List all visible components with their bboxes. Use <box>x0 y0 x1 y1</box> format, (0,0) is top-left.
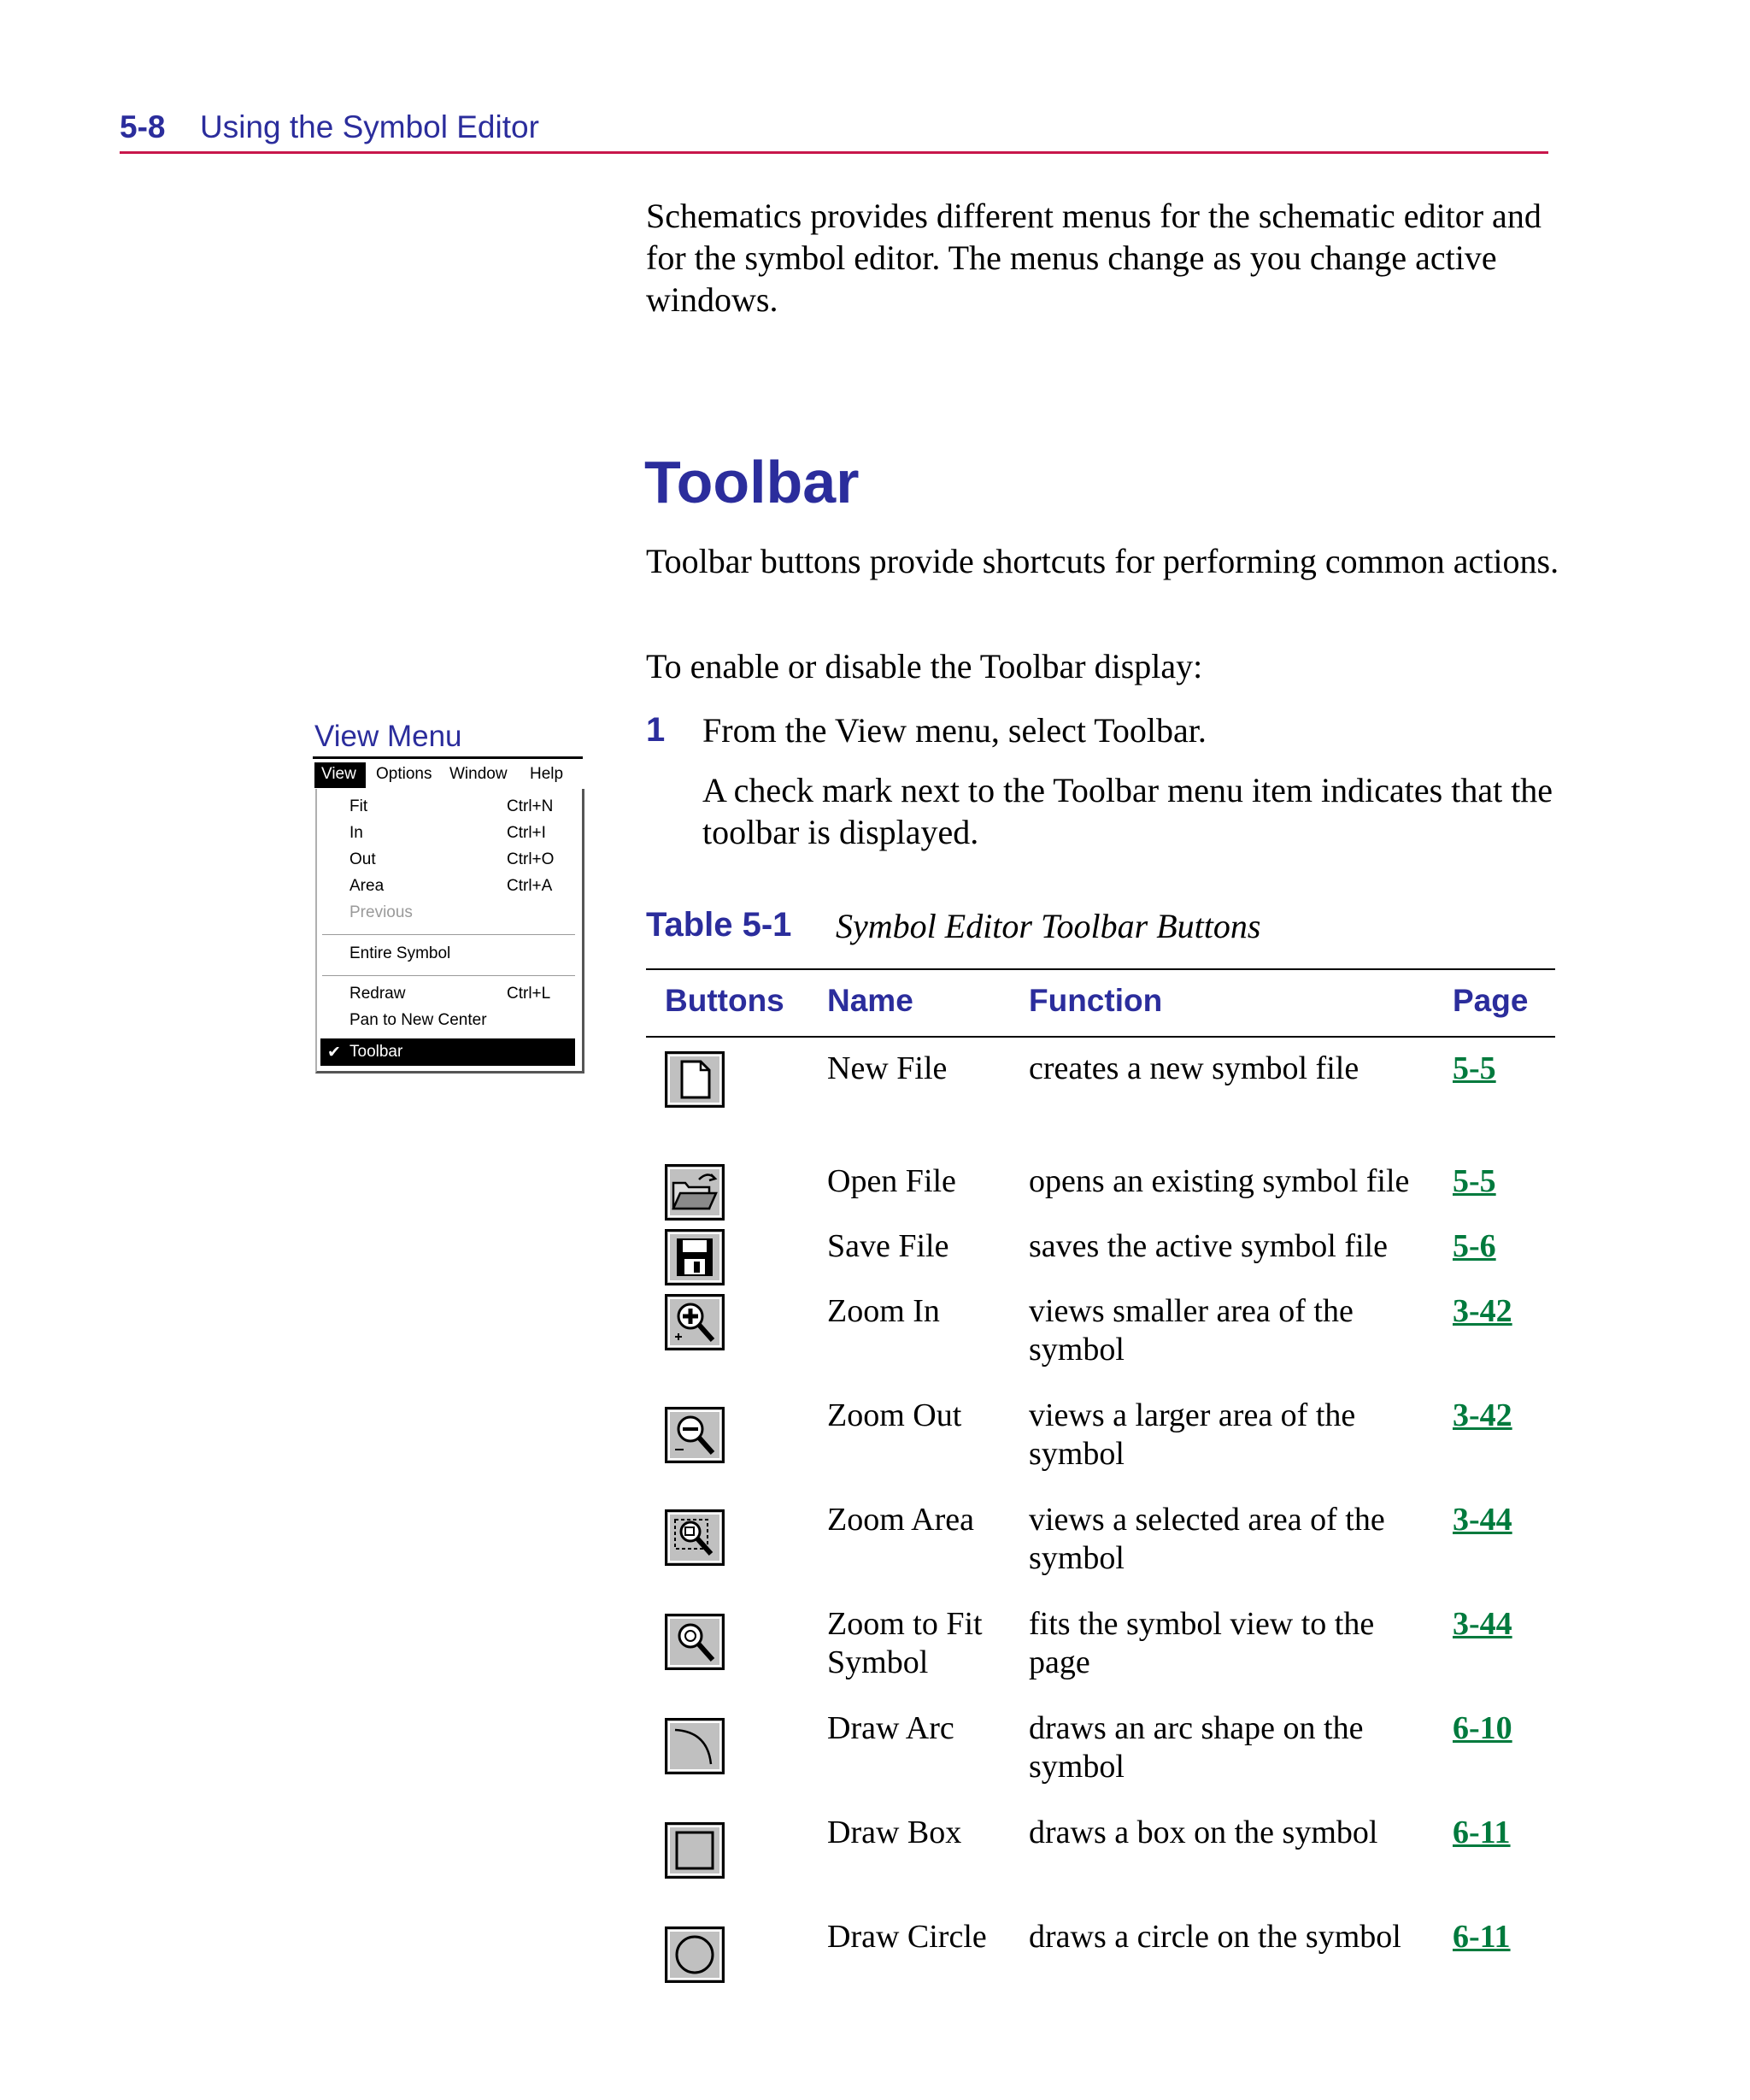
intro-paragraph: Schematics provides different menus for the schematic editor and for the symbol editor. The menus change as you change active windows. <box>646 197 1542 319</box>
menu-top-border <box>313 756 583 759</box>
menu-item-in[interactable]: In <box>349 824 363 842</box>
row-function: views smaller area of the symbol <box>1029 1293 1354 1368</box>
menu-item-toolbar-label: Toolbar <box>349 1043 403 1061</box>
page-number: 5-8 <box>120 109 166 144</box>
zoom-area-icon <box>665 1509 725 1564</box>
header-function: Function <box>1029 983 1163 1018</box>
menu-item-entire-symbol[interactable]: Entire Symbol <box>349 944 451 962</box>
page-link[interactable]: 3-42 <box>1453 1293 1512 1329</box>
menubar-window[interactable]: Window <box>449 765 508 783</box>
menubar-help[interactable]: Help <box>530 765 564 783</box>
shortcut-fit: Ctrl+N <box>507 797 554 815</box>
page-link[interactable]: 6-11 <box>1453 1815 1511 1850</box>
page-link[interactable]: 5-5 <box>1453 1163 1496 1199</box>
header-buttons: Buttons <box>665 983 784 1018</box>
row-name: Draw Box <box>827 1815 962 1850</box>
shortcut-in: Ctrl+I <box>507 824 546 842</box>
table-top-rule <box>646 968 1555 970</box>
page-link[interactable]: 3-44 <box>1453 1606 1512 1642</box>
page-header <box>120 106 1548 156</box>
header-page: Page <box>1453 983 1529 1018</box>
shortcut-out: Ctrl+O <box>507 850 555 868</box>
row-name: Open File <box>827 1163 956 1199</box>
menu-item-fit[interactable]: Fit <box>349 797 368 815</box>
row-function: views a selected area of the symbol <box>1029 1502 1385 1576</box>
header-rule <box>120 151 1548 154</box>
menubar-options[interactable]: Options <box>376 765 432 783</box>
page-link[interactable]: 6-10 <box>1453 1710 1512 1746</box>
save-file-icon <box>665 1229 725 1284</box>
table-label: Table 5-1 <box>646 906 792 944</box>
menu-item-toolbar[interactable] <box>320 1038 575 1066</box>
menu-bar <box>313 760 583 789</box>
table-header-rule <box>646 1036 1555 1038</box>
row-name: Zoom In <box>827 1293 940 1329</box>
zoom-in-icon <box>665 1294 725 1349</box>
step-text: From the View menu, select Toolbar. <box>702 711 1207 750</box>
open-file-icon <box>665 1164 725 1219</box>
shortcut-redraw: Ctrl+L <box>507 985 551 1003</box>
row-name: Zoom Out <box>827 1397 962 1433</box>
row-function: saves the active symbol file <box>1029 1228 1388 1264</box>
draw-box-icon <box>665 1822 725 1877</box>
row-function: draws an arc shape on the symbol <box>1029 1710 1364 1785</box>
draw-circle-icon <box>665 1926 725 1981</box>
row-name: Draw Circle <box>827 1919 987 1955</box>
header-name: Name <box>827 983 913 1018</box>
toolbar-instruction: To enable or disable the Toolbar display: <box>646 647 1203 685</box>
row-function: fits the symbol view to the page <box>1029 1606 1375 1680</box>
row-name: Zoom Area <box>827 1502 975 1538</box>
menu-item-previous: Previous <box>349 903 413 921</box>
view-dropdown <box>315 789 584 1074</box>
row-function: draws a circle on the symbol <box>1029 1919 1401 1955</box>
page-link[interactable]: 3-42 <box>1453 1397 1512 1433</box>
shortcut-area: Ctrl+A <box>507 877 553 895</box>
row-function: draws a box on the symbol <box>1029 1815 1378 1850</box>
view-menu-image <box>313 756 583 1074</box>
page-link[interactable]: 5-5 <box>1453 1050 1496 1086</box>
section-title: Toolbar <box>644 449 860 515</box>
new-file-icon <box>665 1051 725 1106</box>
view-menu-caption: View Menu <box>314 720 462 753</box>
menu-item-pan-to-new-center[interactable]: Pan to New Center <box>349 1011 487 1029</box>
toolbar-description: Toolbar buttons provide shortcuts for performing common actions. <box>646 542 1559 580</box>
chapter-title: Using the Symbol Editor <box>200 109 539 144</box>
menu-item-area[interactable]: Area <box>349 877 385 895</box>
draw-arc-icon <box>665 1718 725 1773</box>
step-number: 1 <box>646 711 666 749</box>
zoom-fit-icon <box>665 1614 725 1668</box>
menu-item-redraw[interactable]: Redraw <box>349 985 406 1003</box>
zoom-out-icon <box>665 1407 725 1462</box>
table-caption: Symbol Editor Toolbar Buttons <box>836 907 1261 945</box>
row-function: opens an existing symbol file <box>1029 1163 1410 1199</box>
menu-separator <box>322 934 575 938</box>
page-link[interactable]: 5-6 <box>1453 1228 1496 1264</box>
page-link[interactable]: 6-11 <box>1453 1919 1511 1955</box>
row-name: Zoom to Fit Symbol <box>827 1606 983 1680</box>
row-function: views a larger area of the symbol <box>1029 1397 1356 1472</box>
step-note: A check mark next to the Toolbar menu item indicates that the toolbar is displayed. <box>702 771 1553 851</box>
row-name: Save File <box>827 1228 949 1264</box>
row-function: creates a new symbol file <box>1029 1050 1359 1086</box>
row-name: New File <box>827 1050 948 1086</box>
row-name: Draw Arc <box>827 1710 954 1746</box>
menu-separator <box>322 975 575 979</box>
check-mark-icon: ✔ <box>327 1044 341 1062</box>
menubar-view[interactable]: View <box>321 765 356 783</box>
menu-item-out[interactable]: Out <box>349 850 376 868</box>
page-link[interactable]: 3-44 <box>1453 1502 1512 1538</box>
